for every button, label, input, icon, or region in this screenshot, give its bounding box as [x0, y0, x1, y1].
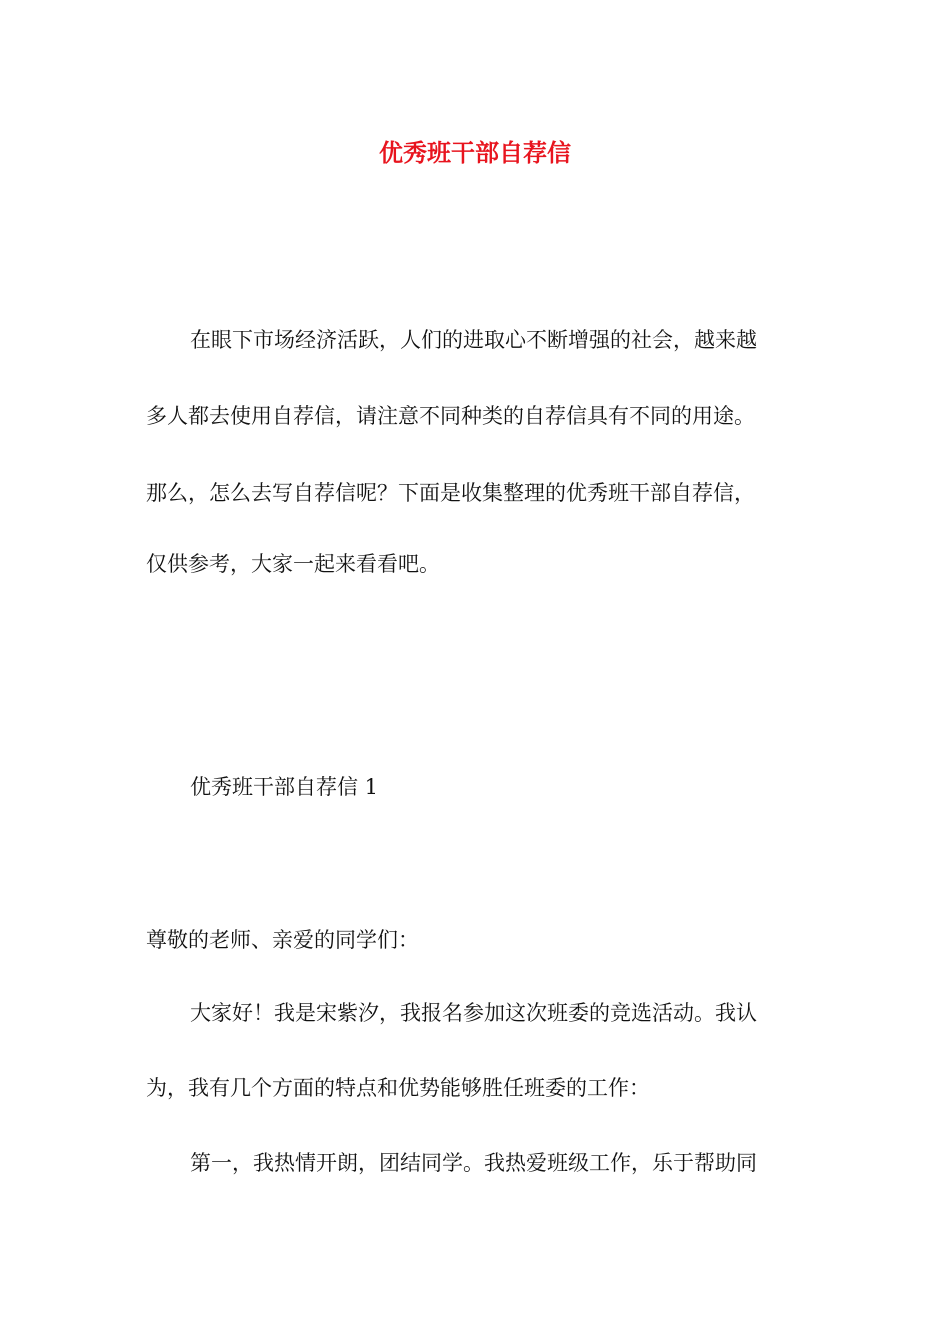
body-line-3: 第一，我热情开朗，团结同学。我热爱班级工作，乐于帮助同	[190, 1151, 757, 1175]
section-heading: 优秀班干部自荐信 1	[190, 775, 379, 799]
body-line-2: 为，我有几个方面的特点和优势能够胜任班委的工作：	[146, 1076, 650, 1100]
intro-line-4: 仅供参考，大家一起来看看吧。	[146, 552, 440, 576]
intro-line-2: 多人都去使用自荐信，请注意不同种类的自荐信具有不同的用途。	[146, 404, 755, 428]
intro-line-1: 在眼下市场经济活跃，人们的进取心不断增强的社会，越来越	[190, 328, 757, 352]
salutation: 尊敬的老师、亲爱的同学们：	[146, 928, 419, 952]
body-line-1: 大家好！我是宋紫汐，我报名参加这次班委的竞选活动。我认	[190, 1001, 757, 1025]
intro-line-3: 那么，怎么去写自荐信呢？下面是收集整理的优秀班干部自荐信，	[146, 481, 755, 505]
document-title: 优秀班干部自荐信	[379, 138, 571, 167]
